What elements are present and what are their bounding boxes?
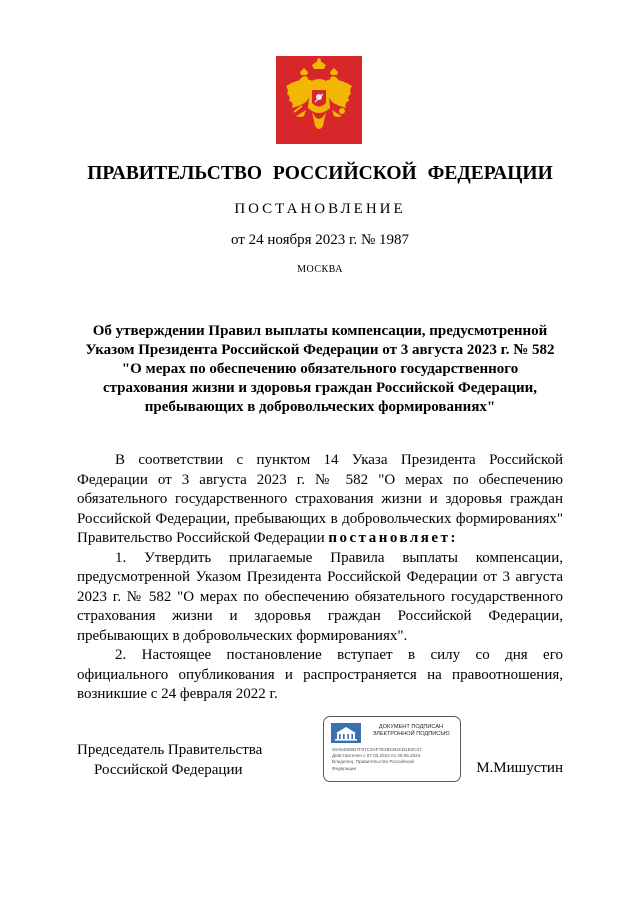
stamp-owner-line1: Владелец: Правительство Российской (332, 759, 414, 765)
item-1-paragraph: 1. Утвердить прилагаемые Правила выплаты компенсации, предусмотренной Указом Президента Российской Федерации от 3 августа 2023 г. № 582 "О мерах по обеспечению обязательного государственного страхования жизни и здоровья граждан Российской Федерации, пребывающих в добровольческих формированиях". (77, 549, 563, 644)
stamp-title-line1: ДОКУМЕНТ ПОДПИСАН (378, 724, 444, 730)
stamp-serial: 00A54909D7F07C3AF7E2BCB2CB1E3C37 (332, 747, 422, 752)
document-type: ПОСТАНОВЛЕНИЕ (234, 201, 406, 217)
government-building-icon (331, 723, 361, 743)
decree-word: постановляет: (328, 530, 458, 546)
document-body (77, 451, 563, 705)
stamp-validity: Действителен с 07.03.2023 по 30.05.2024 (332, 753, 421, 759)
signatory-position-line2: Российской Федерации (94, 761, 243, 778)
signatory-name: М.Мишустин (476, 760, 563, 776)
signatory-position (77, 741, 262, 780)
document-heading (60, 322, 580, 417)
stamp-title (364, 724, 458, 738)
document-city: МОСКВА (297, 264, 343, 275)
heading-line: "О мерах по обеспечению обязательного государственного (121, 361, 519, 377)
signatory-position-line1: Председатель Правительства (77, 742, 263, 758)
heading-line: Указом Президента Российской Федерации от 3 августа 2023 г. № 582 (85, 342, 555, 358)
stamp-details (332, 747, 458, 772)
stamp-owner-line2: Федерации (332, 765, 357, 771)
electronic-signature-stamp (323, 716, 461, 782)
preamble-text: В соответствии с пунктом 14 Указа Президента Российской Федерации от 3 августа 2023 г. № 582 "О мерах по обеспечению обязательного государственного страхования жизни и здоровья граждан Российской Федерации, пребывающих в добровольческих формированиях" Правительство Российской Федерации (77, 452, 563, 546)
item-2-paragraph: 2. Настоящее постановление вступает в силу со дня его официального опубликования и распространяется на правоотношения, возникшие с 24 февраля 2022 г. (77, 647, 563, 702)
coat-of-arms-icon (276, 56, 362, 144)
heading-line: пребывающих в добровольческих формированиях" (144, 399, 496, 415)
stamp-title-line2: ЭЛЕКТРОННОЙ ПОДПИСЬЮ (372, 731, 450, 737)
government-title: ПРАВИТЕЛЬСТВО РОССИЙСКОЙ ФЕДЕРАЦИИ (87, 163, 553, 184)
preamble-paragraph (77, 451, 563, 549)
document-date-number: от 24 ноября 2023 г. № 1987 (230, 232, 410, 248)
heading-line: Об утверждении Правил выплаты компенсации, предусмотренной (92, 323, 548, 339)
heading-line: страхования жизни и здоровья граждан Российской Федерации, (102, 380, 538, 396)
